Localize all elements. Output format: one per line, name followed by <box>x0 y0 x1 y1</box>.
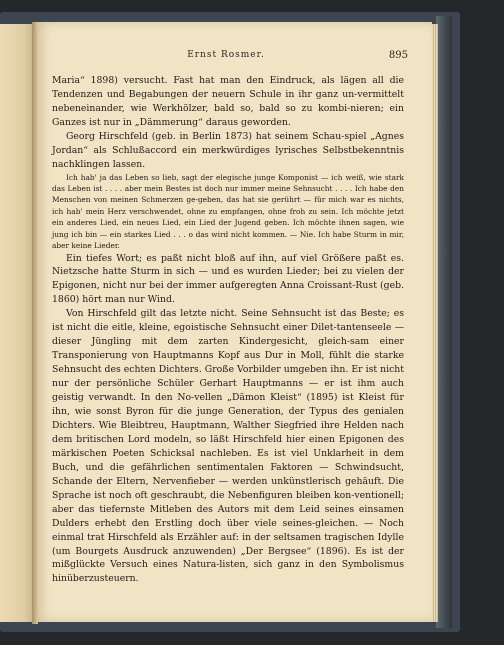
book-gutter <box>32 22 38 624</box>
paragraph-3: Ein tiefes Wort; es paßt nicht bloß auf ihn, auf viel Größere paßt es. Nietzsche hatte Sturm in sich — und es wurden Lieder; bei zu vielen der Epigonen, nicht nur bei der immer aufgeregten Anna Croissant‑Rust (geb. 1860) hört man nur Wind. <box>52 252 404 306</box>
left-page-edge <box>0 24 34 622</box>
paragraph-2: Georg Hirschfeld (geb. in Berlin 1873) hat seinem Schau‑spiel „Agnes Jordan“ als Schlußaccord ein merkwürdiges lyrisches Selbstbekenntnis nachklingen lassen. <box>52 130 404 170</box>
block-quote: Ich hab' ja das Leben so lieb, sagt der elegische junge Komponist — ich weiß, wie stark das Leben ist . . . . aber mein Bestes ist doch nur immer meine Sehnsucht . . . . Ich habe den Menschen von meinen Schmerzen ge‑geben, das hat sie gerührt — für mich war es nichts, ich hab' mein Herz verschwendet, ohne zu empfangen, ohne froh zu sein. Ich möchte jetzt ein anderes Lied, ein neues Lied, ein Lied der Jugend geben. Ich möchte ihnen sagen, wie jung ich bin — ein starkes Lied . . . o das wird nicht kommen. — Nie. Ich habe Sturm in mir, aber keine Lieder. <box>52 172 404 251</box>
page-number: 895 <box>388 50 408 61</box>
book-cover-edge <box>436 16 452 628</box>
paragraph-1: Maria“ 1898) versucht. Fast hat man den Eindruck, als lägen all die Tendenzen und Begabungen der neuern Schule in ihr ganz un‑vermittelt nebeneinander, wie Werkhölzer, bald so, bald so zu kombi‑nieren; ein Ganzes ist nur in „Dämmerung“ daraus geworden. <box>52 75 404 128</box>
page-body <box>52 74 404 586</box>
running-head-title: Ernst Rosmer. <box>187 50 265 60</box>
running-head <box>36 50 416 64</box>
paragraph-4: Von Hirschfeld gilt das letzte nicht. Seine Sehnsucht ist das Beste; es ist nicht die eitle, kleine, egoistische Sehnsucht einer Dilet‑tantenseele — dieser Jüngling mit dem zarten Kindergesicht, gleich‑sam einer Transponierung von Hauptmanns Kopf aus Dur in Moll, fühlt die starke Sehnsucht des echten Dichters. Große Vorbilder umgeben ihn. Er ist nicht nur der persönliche Schüler Gerhart Hauptmanns — er ist ihm auch geistig verwandt. In den No‑vellen „Dämon Kleist“ (1895) ist Kleist für ihn, wie sonst Byron für die junge Generation, der Typus des genialen Dichters. Wie Bleibtreu, Hauptmann, Walther Siegfried ihre Helden nach dem britischen Lord modeln, so läßt Hirschfeld hier einen Epigonen des märkischen Poeten Schicksal nachleben. Es ist viel Unklarheit in dem Buch, und die gefährlichen sentimentalen Faktoren — Schwindsucht, Schande der Eltern, Nervenfieber — werden unkünstlerisch gehäuft. Die Sprache ist noch oft geschraubt, die Nebenfiguren bleiben kon‑ventionell; aber das tiefernste Mitleben des Autors mit dem Leid seines einsamen Dulders erhebt den Erstling doch über viele seines‑gleichen. — Noch einmal trat Hirschfeld als Erzähler auf: in der seltsamen tragischen Idylle (um Bourgets Ausdruck anzuwenden) „Der Bergsee“ (1896). Es ist der mißglückte Versuch eines Natura‑listen, sich ganz in den Symbolismus hinüberzusteuern. <box>52 308 404 585</box>
